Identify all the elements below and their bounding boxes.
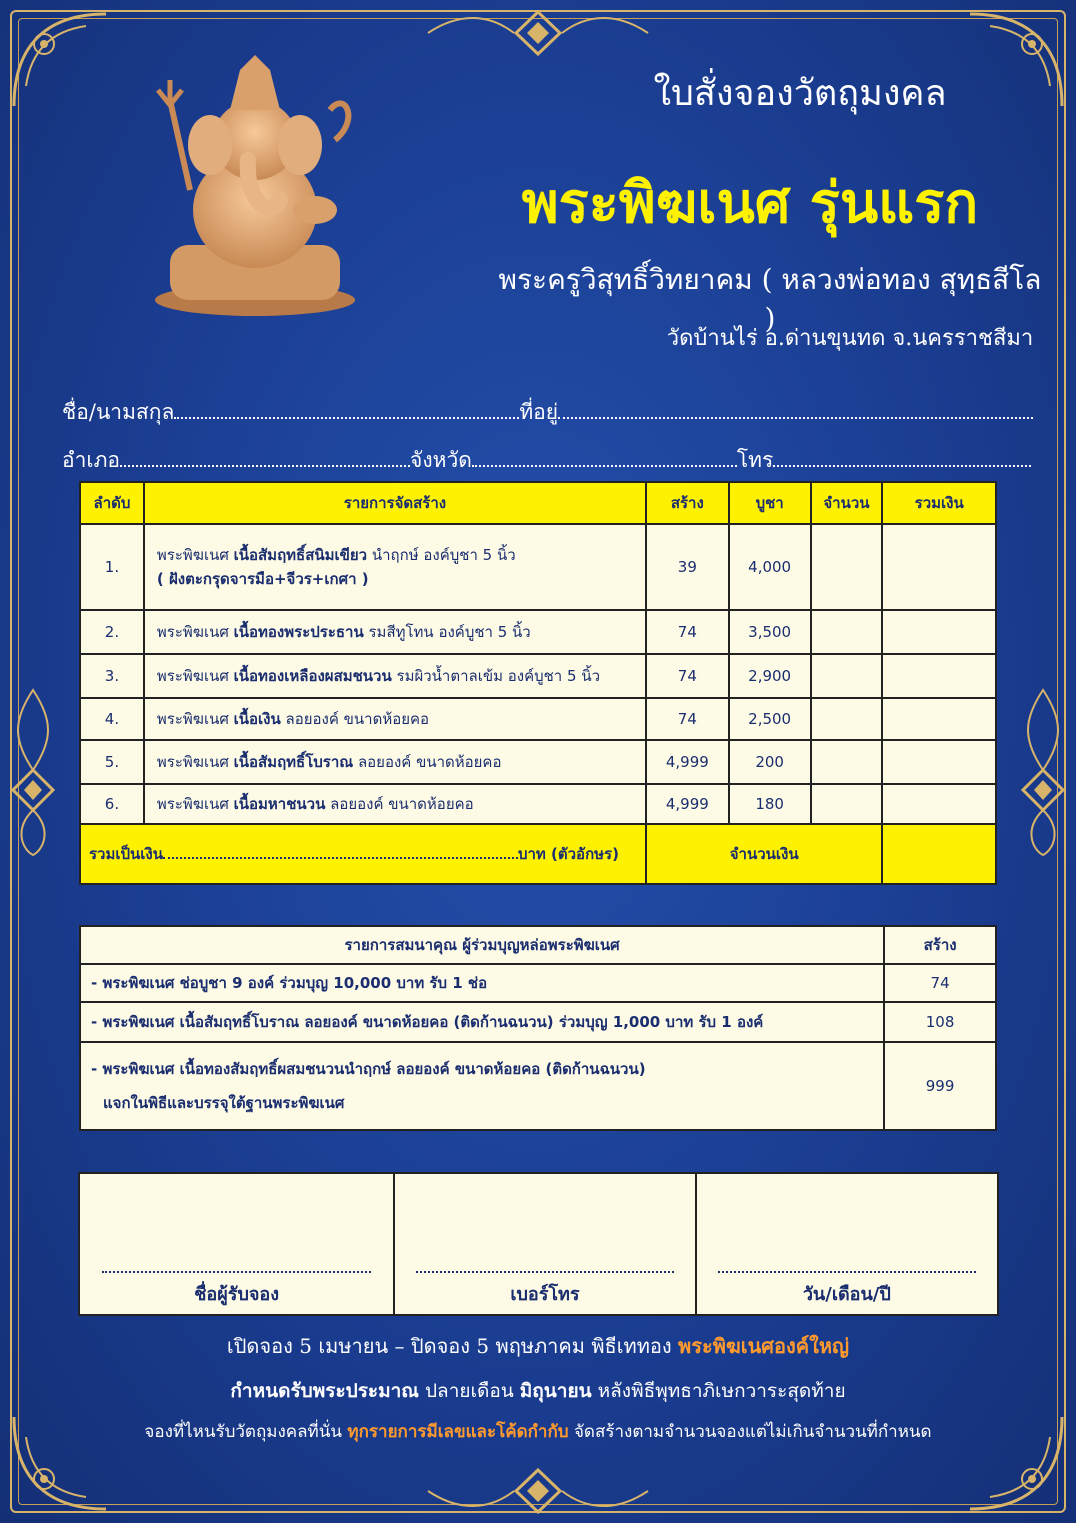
district-field[interactable] xyxy=(120,451,410,467)
row-total-input[interactable] xyxy=(882,698,996,740)
row-item xyxy=(144,740,646,784)
notice-limit: จัดสร้างตามจำนวนจองแต่ไม่เกินจำนวนที่กำหนด xyxy=(573,1422,932,1442)
row-price: 2,500 xyxy=(729,698,811,740)
item-prefix: พระพิฆเนศ xyxy=(156,623,229,641)
row-total-input[interactable] xyxy=(882,610,996,654)
donation-row xyxy=(80,1002,996,1042)
donation-item: - พระพิฆเนศ เนื้อสัมฤทธิ์โบราณ ลอยองค์ ขนาดห้อยคอ (ติดก้านฉนวน) ร่วมบุญ 1,000 บาท รับ 1 องค์ xyxy=(80,1002,884,1042)
item-material: เนื้อทองเหลืองผสมชนวน xyxy=(233,667,392,685)
donation-item-line1: - พระพิฆเนศ เนื้อทองสัมฤทธิ์ผสมชนวนนำฤกษ์ ลอยองค์ ขนาดห้อยคอ (ติดก้านฉนวน) xyxy=(91,1060,646,1078)
row-no: 3. xyxy=(80,654,144,698)
total-text-cell[interactable] xyxy=(80,824,646,884)
row-price: 180 xyxy=(729,784,811,824)
phone-number-cell[interactable] xyxy=(394,1173,695,1315)
table-row xyxy=(80,524,996,610)
donation-built: 999 xyxy=(884,1042,996,1130)
temple-location: วัดบ้านไร่ อ.ด่านขุนทด จ.นครราชสีมา xyxy=(666,326,1034,351)
row-total-input[interactable] xyxy=(882,654,996,698)
row-quantity-input[interactable] xyxy=(811,524,883,610)
item-note: ( ฝังตะกรุดจารมือ+จีวร+เกศา ) xyxy=(156,570,369,588)
item-suffix: ลอยองค์ ขนาดห้อยคอ xyxy=(357,753,502,771)
right-side-ornament-icon xyxy=(1018,680,1068,860)
page-title: พระพิฆเนศ รุ่นแรก xyxy=(521,170,979,236)
row-quantity-input[interactable] xyxy=(811,610,883,654)
donation-item xyxy=(80,1042,884,1130)
item-prefix: พระพิฆเนศ xyxy=(156,710,229,728)
header-item: รายการจัดสร้าง xyxy=(144,482,646,524)
item-material: เนื้อสัมฤทธิ์สนิมเขียว xyxy=(233,546,368,564)
footer-line-booking-period xyxy=(0,1330,1076,1362)
row-item xyxy=(144,610,646,654)
donation-item: - พระพิฆเนศ ช่อบูชา 9 องค์ ร่วมบุญ 10,000 บาท รับ 1 ช่อ xyxy=(80,964,884,1002)
total-row xyxy=(80,824,996,884)
signature-line xyxy=(416,1271,673,1273)
row-no: 1. xyxy=(80,524,144,610)
signature-line xyxy=(718,1271,976,1273)
row-price: 4,000 xyxy=(729,524,811,610)
row-price: 200 xyxy=(729,740,811,784)
row-quantity-input[interactable] xyxy=(811,740,883,784)
corner-ornament-top-left-icon xyxy=(6,6,116,116)
name-label: ชื่อ/นามสกุล xyxy=(62,400,175,424)
booking-dates-text: เปิดจอง 5 เมษายน – ปิดจอง 5 พฤษภาคม พิธีเททอง xyxy=(226,1334,672,1358)
table-row xyxy=(80,654,996,698)
address-label: ที่อยู่ xyxy=(519,400,559,424)
notice-serial-highlight: ทุกรายการมีเลขและโค้ดกำกับ xyxy=(347,1422,569,1442)
item-prefix: พระพิฆเนศ xyxy=(156,753,229,771)
row-quantity-input[interactable] xyxy=(811,654,883,698)
province-field[interactable] xyxy=(472,451,737,467)
donation-built: 108 xyxy=(884,1002,996,1042)
pickup-label: กำหนดรับพระประมาณ xyxy=(230,1380,419,1402)
table-row xyxy=(80,784,996,824)
grand-total-input[interactable] xyxy=(882,824,996,884)
item-suffix: รมสีทูโทน องค์บูชา 5 นิ้ว xyxy=(368,623,531,641)
form-line-name-address xyxy=(62,396,1033,429)
donation-row xyxy=(80,964,996,1002)
item-material: เนื้อมหาชนวน xyxy=(233,795,326,813)
donation-item-line2: แจกในพิธีและบรรจุใต้ฐานพระพิฆเนศ xyxy=(103,1094,345,1112)
row-quantity-input[interactable] xyxy=(811,698,883,740)
phone-label: โทร xyxy=(736,448,774,472)
page-subtitle: ใบสั่งจองวัตถุมงคล xyxy=(653,73,947,114)
row-built: 4,999 xyxy=(646,740,729,784)
name-field[interactable] xyxy=(174,403,519,419)
header-quantity: จำนวน xyxy=(811,482,883,524)
donation-header-built: สร้าง xyxy=(884,926,996,964)
district-label: อำเภอ xyxy=(62,448,121,472)
row-built: 74 xyxy=(646,654,729,698)
item-prefix: พระพิฆเนศ xyxy=(156,795,229,813)
item-suffix: ลอยองค์ ขนาดห้อยคอ xyxy=(330,795,474,813)
donation-table xyxy=(79,925,997,1131)
item-material: เนื้อสัมฤทธิ์โบราณ xyxy=(233,753,354,771)
date-cell[interactable] xyxy=(696,1173,998,1315)
top-center-ornament-icon xyxy=(418,8,658,58)
table-row xyxy=(80,610,996,654)
pickup-after: หลังพิธีพุทธาภิเษกวาระสุดท้าย xyxy=(597,1380,846,1402)
header-built: สร้าง xyxy=(646,482,729,524)
order-table xyxy=(79,481,997,885)
row-no: 6. xyxy=(80,784,144,824)
phone-number-label: เบอร์โทร xyxy=(510,1284,580,1305)
row-item xyxy=(144,784,646,824)
item-suffix: ลอยองค์ ขนาดห้อยคอ xyxy=(285,710,430,728)
bottom-center-ornament-icon xyxy=(418,1466,658,1516)
item-suffix: รมผิวน้ำตาลเข้ม องค์บูชา 5 นิ้ว xyxy=(396,667,600,685)
signature-table xyxy=(78,1172,999,1316)
row-built: 4,999 xyxy=(646,784,729,824)
table-row xyxy=(80,698,996,740)
row-built: 74 xyxy=(646,698,729,740)
left-side-ornament-icon xyxy=(8,680,58,860)
header-no: ลำดับ xyxy=(80,482,144,524)
item-suffix: นำฤกษ์ องค์บูชา 5 นิ้ว xyxy=(371,546,516,564)
row-built: 39 xyxy=(646,524,729,610)
table-row xyxy=(80,740,996,784)
form-line-district-province-phone xyxy=(62,444,1031,477)
ganesh-statue-image xyxy=(130,50,380,320)
row-total-input[interactable] xyxy=(882,740,996,784)
notice-pickup-place: จองที่ไหนรับวัตถุมงคลที่นั่น xyxy=(144,1422,343,1442)
total-unit: บาท (ตัวอักษร) xyxy=(517,845,619,863)
donation-header-item: รายการสมนาคุณ ผู้ร่วมบุญหล่อพระพิฆเนศ xyxy=(80,926,884,964)
donation-row xyxy=(80,1042,996,1130)
date-label: วัน/เดือน/ปี xyxy=(802,1284,891,1305)
footer-line-notice xyxy=(0,1418,1076,1445)
donation-built: 74 xyxy=(884,964,996,1002)
header-price: บูชา xyxy=(729,482,811,524)
row-price: 3,500 xyxy=(729,610,811,654)
footer-line-pickup xyxy=(0,1376,1076,1406)
row-no: 4. xyxy=(80,698,144,740)
province-label: จังหวัด xyxy=(410,448,472,472)
pickup-when: ปลายเดือน xyxy=(424,1380,514,1402)
row-total-input[interactable] xyxy=(882,524,996,610)
row-quantity-input[interactable] xyxy=(811,784,883,824)
total-label: รวมเป็นเงิน xyxy=(89,845,163,863)
total-words-field[interactable] xyxy=(163,847,518,859)
item-material: เนื้อทองพระประธาน xyxy=(233,623,364,641)
receiver-name-label: ชื่อผู้รับจอง xyxy=(194,1284,280,1305)
header-total: รวมเงิน xyxy=(882,482,996,524)
monk-name: พระครูวิสุทธิ์วิทยาคม ( หลวงพ่อทอง สุทฺธสีโล ) xyxy=(498,263,1042,335)
signature-line xyxy=(102,1271,371,1273)
row-item xyxy=(144,698,646,740)
item-material: เนื้อเงิน xyxy=(233,710,281,728)
item-prefix: พระพิฆเนศ xyxy=(156,667,229,685)
pickup-month: มิถุนายน xyxy=(519,1380,592,1402)
row-built: 74 xyxy=(646,610,729,654)
row-price: 2,900 xyxy=(729,654,811,698)
item-prefix: พระพิฆเนศ xyxy=(156,546,229,564)
row-item xyxy=(144,524,646,610)
address-field[interactable] xyxy=(558,403,1033,419)
row-no: 5. xyxy=(80,740,144,784)
amount-label: จำนวนเงิน xyxy=(646,824,882,884)
big-ganesh-highlight: พระพิฆเนศองค์ใหญ่ xyxy=(678,1334,850,1358)
row-item xyxy=(144,654,646,698)
row-total-input[interactable] xyxy=(882,784,996,824)
phone-field[interactable] xyxy=(773,451,1031,467)
receiver-name-cell[interactable] xyxy=(79,1173,394,1315)
row-no: 2. xyxy=(80,610,144,654)
